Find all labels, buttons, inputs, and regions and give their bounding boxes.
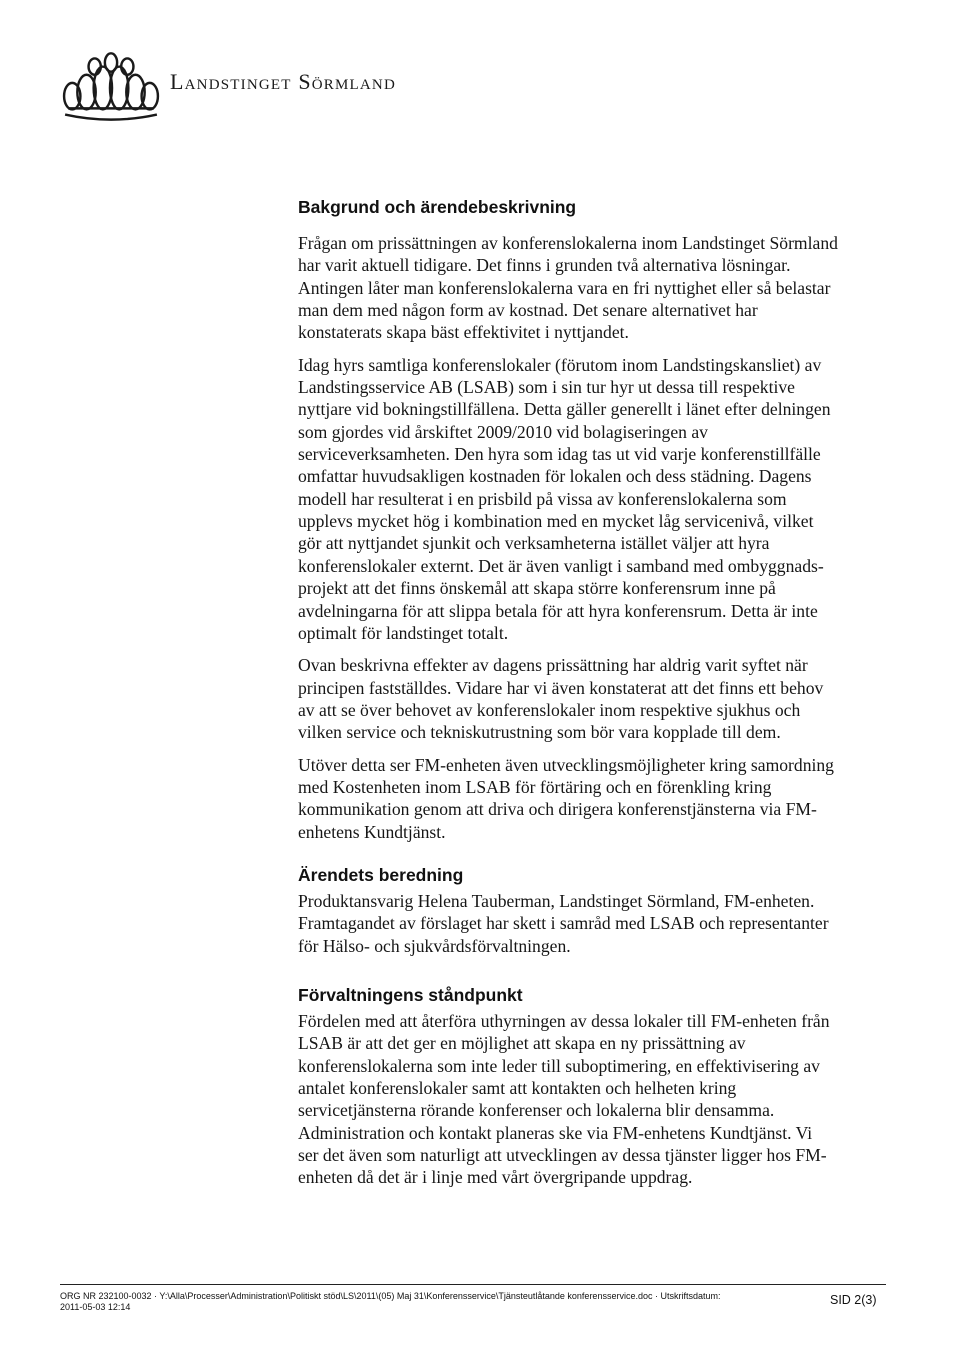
paragraph	[298, 890, 918, 957]
text-line: Fördelen med att återföra uthyrningen av dessa lokaler till FM-enheten från	[298, 1011, 830, 1031]
footer-path: ORG NR 232100-0032 · Y:\Alla\Processer\Administration\Politiskt stöd\LS\2011\(05) Maj 31\Konferensservice\Tjänsteutlåtande konferensservice.doc · Utskriftsdatum:	[60, 1291, 721, 1301]
text-line: konferenslokaler externt. Det är även vanligt i samband med ombyggnads-	[298, 555, 824, 576]
footer-rule	[60, 1284, 886, 1285]
text-line: Idag hyrs samtliga konferenslokaler (förutom inom Landstingskansliet) av	[298, 354, 822, 375]
text-line: Produktansvarig Helena Tauberman, Landstinget Sörmland, FM-enheten.	[298, 891, 815, 911]
text-line: Antingen låter man konferenslokalerna vara en fri nyttighet eller så belastar	[298, 277, 831, 298]
paragraph	[298, 232, 918, 344]
text-line: nyttjare vid bokningstillfällena. Detta gäller generellt i länet efter delningen	[298, 399, 831, 420]
text-line: kommunikation genom att driva och dirigera konferenstjänsterna via FM-	[298, 799, 817, 820]
page-number: SID 2(3)	[830, 1293, 877, 1307]
text-line: serviceverksamheten. Den hyra som idag tas ut vid varje konferenstillfälle	[298, 444, 821, 465]
text-line: upplevs mycket hög i kombination med en mycket låg servicenivå, vilket	[298, 511, 814, 532]
text-line: optimalt för landstinget totalt.	[298, 622, 509, 643]
document-section	[298, 983, 918, 1189]
text-line: Landstingsservice AB (LSAB) som i sin tur hyr ut dessa till respektive	[298, 377, 795, 398]
text-line: enhetens Kundtjänst.	[298, 821, 446, 842]
logo-icon	[60, 52, 162, 124]
section-heading: Förvaltningens ståndpunkt	[298, 985, 523, 1005]
paragraph	[298, 754, 918, 843]
footer-date: 2011-05-03 12:14	[60, 1302, 131, 1312]
text-line: modell har resulterat i en prisbild på vissa av konferenslokalerna som	[298, 488, 787, 509]
text-line: servicetjänsterna rörande konferenser och lokalerna blir densamma.	[298, 1100, 775, 1121]
text-line: principen fastställdes. Vidare har vi även konstaterat att det finns ett behov	[298, 677, 824, 698]
text-line: gör att nyttjandet sjunkit och verksamheterna istället väljer att hyra	[298, 533, 770, 554]
text-line: ser det även som naturligt att utvecklingen av dessa tjänster ligger hos FM-	[298, 1145, 827, 1166]
text-line: LSAB är att det ger en möjlighet att skapa en ny prissättning av	[298, 1033, 746, 1054]
document-section	[298, 863, 918, 957]
text-line: Ovan beskrivna effekter av dagens prissättning har aldrig varit syftet när	[298, 655, 808, 676]
paragraph	[298, 354, 918, 644]
document-section	[298, 195, 918, 843]
text-line: Utöver detta ser FM-enheten även utvecklingsmöjligheter kring samordning	[298, 754, 834, 775]
org-name: Landstinget Sörmland	[170, 69, 396, 94]
text-line: med Kostenheten inom LSAB för förtäring och en förenkling kring	[298, 776, 772, 797]
text-line: avdelningarna för att slippa betala för att hyra konferensrum. Detta är inte	[298, 600, 818, 621]
paragraph	[298, 1010, 918, 1189]
text-line: antalet konferenslokaler samt att kontakten och helheten kring	[298, 1078, 737, 1099]
text-line: vilken service och tekniskutrustning som bör vara kopplade till dem.	[298, 722, 781, 743]
paragraph	[298, 654, 918, 743]
text-line: man dem med någon form av kostnad. Det senare alternativet har	[298, 300, 758, 321]
text-line: projekt att det finns önskemål att skapa större konferensrum inne på	[298, 578, 776, 599]
text-line: konferenslokalerna som inte leder till suboptimering, en effektivisering av	[298, 1055, 820, 1076]
text-line: har varit aktuell tidigare. Det finns i grunden två alternativa lösningar.	[298, 255, 791, 276]
text-line: för Hälso- och sjukvårdsförvaltningen.	[298, 935, 571, 956]
text-line: Framtagandet av förslaget har skett i samråd med LSAB och representanter	[298, 913, 829, 934]
text-line: av att se över behovet av konferenslokaler inom respektive sjukhus och	[298, 699, 801, 720]
text-line: konstaterats skapa bäst effektivitet i nyttjandet.	[298, 322, 629, 343]
text-line: omfattar huvudsakligen kostnaden för lokalen och dess städning. Dagens	[298, 466, 812, 487]
text-line: enheten då det är i linje med vårt övergripande uppdrag.	[298, 1167, 693, 1188]
text-line: Frågan om prissättningen av konferenslokalerna inom Landstinget Sörmland	[298, 233, 838, 253]
text-line: som gjordes vid årskiftet 2009/2010 vid bolagiseringen av	[298, 421, 708, 442]
section-heading: Bakgrund och ärendebeskrivning	[298, 197, 577, 217]
text-line: Administration och kontakt planeras ske via FM-enhetens Kundtjänst. Vi	[298, 1122, 813, 1143]
section-heading: Ärendets beredning	[298, 865, 464, 885]
